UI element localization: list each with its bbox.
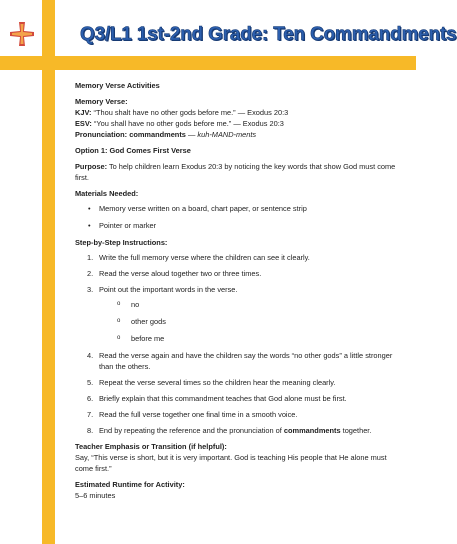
pronunciation-dash: —: [185, 130, 198, 139]
step-text: Read the verse aloud together two or three times.: [99, 269, 262, 278]
emphasis-text: Say, “This verse is short, but it is very important. God is teaching His people that He alone must come first.”: [75, 453, 387, 473]
purpose-paragraph: [75, 161, 405, 183]
cross-horizontal-bar: [0, 56, 416, 70]
sub-list-item: [99, 333, 405, 344]
option-title: Option 1: God Comes First Verse: [75, 146, 191, 155]
sub-marker: o: [117, 318, 121, 324]
pronunciation-line: [75, 129, 405, 140]
purpose-label: Purpose:: [75, 162, 108, 171]
list-item: • Pointer or marker: [75, 220, 405, 231]
kjv-label: KJV:: [75, 108, 92, 117]
step-number: 5.: [87, 378, 94, 387]
step-item: [75, 252, 405, 263]
step-number: 4.: [87, 351, 94, 360]
list-item: • Memory verse written on a board, chart paper, or sentence strip: [75, 203, 405, 214]
esv-label: ESV:: [75, 119, 92, 128]
step-number: 2.: [87, 269, 94, 278]
steps-list: [75, 252, 405, 436]
step-number: 8.: [87, 426, 94, 435]
step-item: [75, 393, 405, 404]
document-body: [75, 80, 405, 501]
step-item: [75, 377, 405, 388]
materials-heading: Materials Needed:: [75, 189, 139, 198]
memory-verse-heading: Memory Verse:: [75, 97, 128, 106]
esv-text: “You shall have no other gods before me.” — Exodus 20:3: [93, 119, 284, 128]
pronunciation-label: Pronunciation:: [75, 130, 128, 139]
sub-marker: o: [117, 301, 121, 307]
materials-list: [75, 203, 405, 231]
purpose-text: To help children learn Exodus 20:3 by noticing the key words that show God must come first.: [75, 162, 396, 182]
step-number: 6.: [87, 394, 94, 403]
step-item: [75, 284, 405, 344]
step-text-after: together.: [340, 426, 372, 435]
step-text: Write the full memory verse where the children can see it clearly.: [99, 253, 310, 262]
steps-heading: Step-by-Step Instructions:: [75, 238, 168, 247]
step-text: Read the full verse together one final time in a smooth voice.: [99, 410, 298, 419]
step-item: [75, 350, 405, 372]
sub-list-item: [99, 299, 405, 310]
step-item: [75, 409, 405, 420]
kjv-line: [75, 107, 405, 118]
pronunciation-phonetic: kuh-MAND-ments: [197, 130, 257, 139]
step-item: [75, 425, 405, 436]
section-title: Memory Verse Activities: [75, 81, 160, 90]
step-item: [75, 268, 405, 279]
step-number: 3.: [87, 285, 94, 294]
kjv-text: “Thou shalt have no other gods before me.” — Exodus 20:3: [93, 108, 289, 117]
step-text: Briefly explain that this commandment teaches that God alone must be first.: [99, 394, 347, 403]
runtime-text: 5–6 minutes: [75, 491, 116, 500]
step-text: Read the verse again and have the children say the words “no other gods” a little stronger than the others.: [99, 351, 393, 371]
step-text: Repeat the verse several times so the children hear the meaning clearly.: [99, 378, 336, 387]
emphasis-heading: Teacher Emphasis or Transition (if helpful):: [75, 442, 227, 451]
pronunciation-word: commandments: [129, 130, 186, 139]
sub-item-text: no: [131, 300, 140, 309]
cross-logo-icon: [8, 20, 36, 48]
sub-list-item: [99, 316, 405, 327]
page-title: Q3/L1 1st-2nd Grade: Ten Commandments: [80, 24, 457, 45]
step-text-before: End by repeating the reference and the pronunciation of: [99, 426, 284, 435]
esv-line: [75, 118, 405, 129]
sub-marker: o: [117, 335, 121, 341]
cross-vertical-bar: [42, 0, 55, 544]
step-text-bold: commandments: [283, 426, 341, 435]
sub-item-text: other gods: [131, 317, 166, 326]
sub-item-text: before me: [131, 334, 165, 343]
runtime-heading: Estimated Runtime for Activity:: [75, 480, 185, 489]
key-words-list: [99, 299, 405, 344]
step-number: 1.: [87, 253, 94, 262]
step-number: 7.: [87, 410, 94, 419]
step-text: Point out the important words in the verse.: [99, 285, 238, 294]
